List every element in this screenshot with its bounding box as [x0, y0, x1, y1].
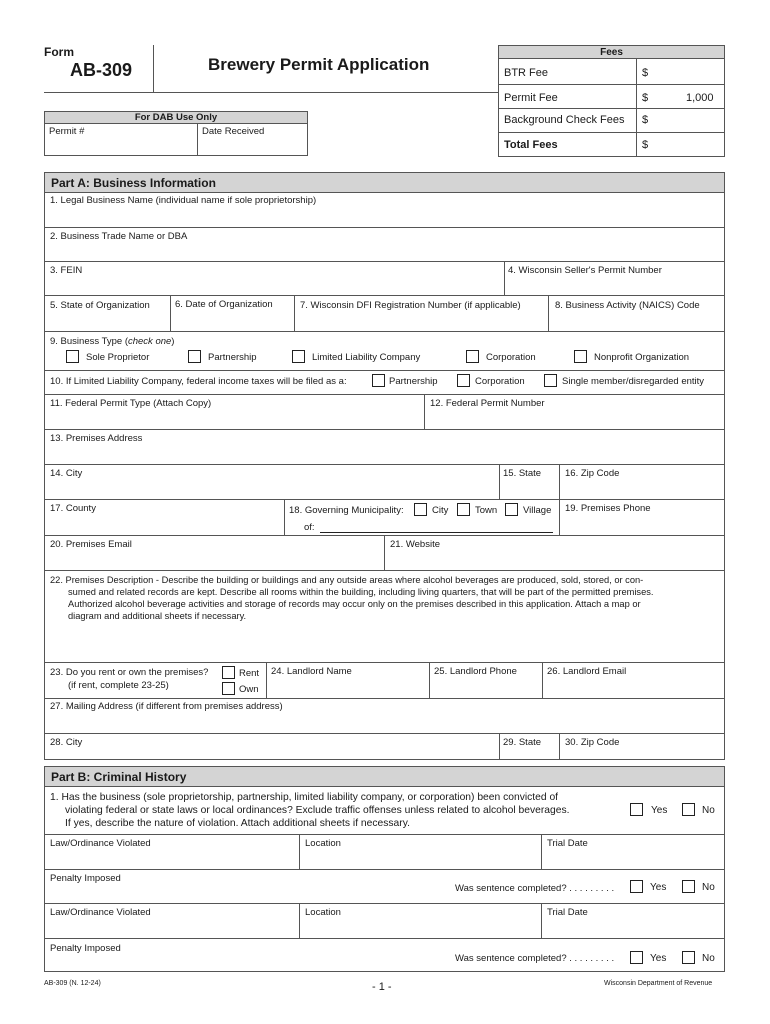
- state-of-organization-field[interactable]: 5. State of Organization: [50, 300, 150, 311]
- tax-single-member-checkbox[interactable]: [544, 374, 557, 387]
- naics-code-field[interactable]: 8. Business Activity (NAICS) Code: [555, 300, 700, 311]
- municipality-of-line[interactable]: [320, 532, 553, 533]
- header-divider: [153, 45, 154, 92]
- sentence-completed-label-1: Was sentence completed? . . . . . . . . .: [455, 883, 615, 894]
- municipality-city-label: City: [432, 505, 449, 516]
- tax-partnership-checkbox[interactable]: [372, 374, 385, 387]
- rent-or-own-label: 23. Do you rent or own the premises?: [50, 667, 209, 678]
- rent-checkbox[interactable]: [222, 666, 235, 679]
- sentence-yes-label-1: Yes: [650, 882, 667, 893]
- premises-phone-field[interactable]: 19. Premises Phone: [565, 503, 651, 514]
- location-field-1[interactable]: Location: [305, 838, 341, 849]
- law-violated-field-2[interactable]: Law/Ordinance Violated: [50, 907, 151, 918]
- trial-date-field-2[interactable]: Trial Date: [547, 907, 588, 918]
- part-a-header: Part A: Business Information: [44, 172, 725, 193]
- tax-partnership-label: Partnership: [389, 376, 438, 387]
- trade-name-field[interactable]: 2. Business Trade Name or DBA: [50, 231, 188, 242]
- header-rule: [44, 92, 498, 93]
- btr-fee-label: BTR Fee: [504, 67, 549, 79]
- partnership-checkbox[interactable]: [188, 350, 201, 363]
- page-number: - 1 -: [372, 981, 392, 993]
- form-number: AB-309: [70, 60, 133, 80]
- fein-field[interactable]: 3. FEIN: [50, 265, 83, 276]
- legal-business-name-field[interactable]: 1. Legal Business Name (individual name if sole proprietorship): [50, 195, 317, 206]
- premises-description-field[interactable]: 22. Premises Description - Describe the building or buildings and any outside areas where alcohol beverages are produced, sold, stored, or con- sumed and related records are kept. Describe all rooms within the building, including living quarters, that will be part of the permitted premises. Authorized alcohol beverage activities and storage of records may occur only on the premises described in this application. Attach a map or diagram and additional sheets if necessary.: [50, 575, 654, 621]
- conviction-yes-label: Yes: [651, 805, 668, 816]
- municipality-city-checkbox[interactable]: [414, 503, 427, 516]
- municipality-town-label: Town: [475, 505, 498, 516]
- date-of-organization-field[interactable]: 6. Date of Organization: [175, 299, 273, 310]
- dfi-registration-field[interactable]: 7. Wisconsin DFI Registration Number (if applicable): [300, 300, 521, 311]
- mailing-state-field[interactable]: 29. State: [503, 737, 542, 748]
- corporation-checkbox[interactable]: [466, 350, 479, 363]
- partnership-label: Partnership: [208, 352, 257, 363]
- conviction-no-label: No: [702, 805, 715, 816]
- landlord-email-field[interactable]: 26. Landlord Email: [547, 666, 627, 677]
- background-check-fee-symbol[interactable]: $: [642, 114, 649, 126]
- location-field-2[interactable]: Location: [305, 907, 341, 918]
- mailing-address-field[interactable]: 27. Mailing Address (if different from premises address): [50, 701, 283, 712]
- business-type-label: 9. Business Type (check one): [50, 336, 175, 347]
- own-checkbox[interactable]: [222, 682, 235, 695]
- corporation-label: Corporation: [486, 352, 536, 363]
- law-violated-field-1[interactable]: Law/Ordinance Violated: [50, 838, 151, 849]
- governing-municipality-label: 18. Governing Municipality:: [289, 505, 404, 516]
- municipality-village-label: Village: [523, 505, 552, 516]
- llc-checkbox[interactable]: [292, 350, 305, 363]
- zip-code-field[interactable]: 16. Zip Code: [565, 468, 620, 479]
- sentence-yes-checkbox-2[interactable]: [630, 951, 643, 964]
- own-label: Own: [239, 684, 259, 695]
- sole-proprietor-label: Sole Proprietor: [86, 352, 150, 363]
- llc-label: Limited Liability Company: [312, 352, 421, 363]
- mailing-zip-field[interactable]: 30. Zip Code: [565, 737, 620, 748]
- permit-fee-label: Permit Fee: [504, 92, 558, 104]
- municipality-town-checkbox[interactable]: [457, 503, 470, 516]
- premises-address-field[interactable]: 13. Premises Address: [50, 433, 143, 444]
- premises-email-field[interactable]: 20. Premises Email: [50, 539, 132, 550]
- conviction-no-checkbox[interactable]: [682, 803, 695, 816]
- sentence-yes-checkbox-1[interactable]: [630, 880, 643, 893]
- fees-title: Fees: [499, 46, 724, 59]
- total-fees-label: Total Fees: [504, 139, 558, 151]
- date-received-field[interactable]: Date Received: [202, 126, 265, 137]
- btr-fee-symbol[interactable]: $: [642, 67, 649, 79]
- rent-label: Rent: [239, 668, 260, 679]
- federal-permit-type-field[interactable]: 11. Federal Permit Type (Attach Copy): [50, 398, 212, 409]
- sentence-yes-label-2: Yes: [650, 953, 667, 964]
- permit-number-field[interactable]: Permit #: [49, 126, 85, 137]
- municipality-village-checkbox[interactable]: [505, 503, 518, 516]
- landlord-name-field[interactable]: 24. Landlord Name: [271, 666, 352, 677]
- permit-fee-symbol: $: [642, 92, 649, 104]
- page-title: Brewery Permit Application: [208, 55, 430, 74]
- penalty-imposed-field-1[interactable]: Penalty Imposed: [50, 873, 121, 884]
- state-field[interactable]: 15. State: [503, 468, 542, 479]
- form-label: Form: [44, 45, 74, 59]
- permit-fee-amount: 1,000: [686, 92, 714, 104]
- sellers-permit-field[interactable]: 4. Wisconsin Seller's Permit Number: [508, 265, 662, 276]
- sentence-no-checkbox-2[interactable]: [682, 951, 695, 964]
- mailing-city-field[interactable]: 28. City: [50, 737, 83, 748]
- dab-title: For DAB Use Only: [45, 112, 307, 124]
- criminal-history-question: 1. Has the business (sole proprietorship, partnership, limited liability company, or corporation) been convicted of violating federal or state laws or local ordinances? Exclude traffic offenses unless related to alcohol beverages. If yes, describe the nature of violation. Attach additional sheets if necessary.: [50, 792, 570, 829]
- sentence-no-checkbox-1[interactable]: [682, 880, 695, 893]
- sole-proprietor-checkbox[interactable]: [66, 350, 79, 363]
- sentence-no-label-2: No: [702, 953, 715, 964]
- total-fees-symbol[interactable]: $: [642, 139, 649, 151]
- rent-or-own-sublabel: (if rent, complete 23-25): [68, 680, 169, 691]
- penalty-imposed-field-2[interactable]: Penalty Imposed: [50, 943, 121, 954]
- trial-date-field-1[interactable]: Trial Date: [547, 838, 588, 849]
- part-b-header: Part B: Criminal History: [44, 766, 725, 787]
- tax-single-member-label: Single member/disregarded entity: [562, 376, 705, 387]
- city-field[interactable]: 14. City: [50, 468, 83, 479]
- county-field[interactable]: 17. County: [50, 503, 96, 514]
- llc-tax-label: 10. If Limited Liability Company, federal income taxes will be filed as a:: [50, 376, 347, 387]
- sentence-no-label-1: No: [702, 882, 715, 893]
- conviction-yes-checkbox[interactable]: [630, 803, 643, 816]
- landlord-phone-field[interactable]: 25. Landlord Phone: [434, 666, 517, 677]
- municipality-of-label: of:: [304, 522, 315, 533]
- nonprofit-checkbox[interactable]: [574, 350, 587, 363]
- department-name: Wisconsin Department of Revenue: [604, 980, 713, 987]
- sentence-completed-label-2: Was sentence completed? . . . . . . . . .: [455, 953, 615, 964]
- website-field[interactable]: 21. Website: [390, 539, 440, 550]
- federal-permit-number-field[interactable]: 12. Federal Permit Number: [430, 398, 545, 409]
- tax-corporation-checkbox[interactable]: [457, 374, 470, 387]
- form-code: AB-309 (N. 12-24): [44, 980, 101, 987]
- tax-corporation-label: Corporation: [475, 376, 525, 387]
- background-check-fee-label: Background Check Fees: [504, 114, 625, 126]
- nonprofit-label: Nonprofit Organization: [594, 352, 690, 363]
